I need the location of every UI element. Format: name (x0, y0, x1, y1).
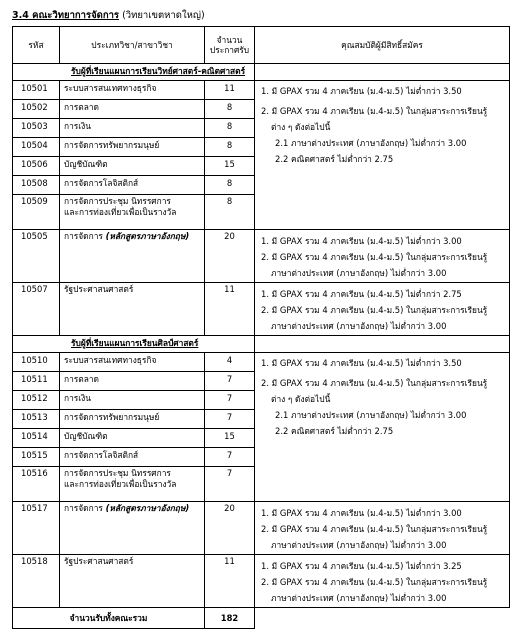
qualification-cell-science: 1. มี GPAX รวม 4 ภาคเรียน (ม.4-ม.5) ไม่ต่ำกว่า 3.50 2. มี GPAX รวม 4 ภาคเรียน (ม.4-ม.5) ในกลุ่มสาระการเรียนรู้ ต่าง ๆ ดังต่อไปนี้ 2.1 ภาษาต่างประเทศ (ภาษาอังกฤษ) ไม่ต่ำกว่า 3.00 2.2 คณิตศาสตร์ ไม่ต่ำกว่า 2.75 (255, 81, 510, 230)
section-label-arts: รับผู้ที่เรียนแผนการเรียนศิลป์ศาสตร์ (13, 336, 255, 353)
table-row: 10505 การจัดการ (หลักสูตรภาษาอังกฤษ) 20 1. มี GPAX รวม 4 ภาคเรียน (ม.4-ม.5) ไม่ต่ำกว่า 3.00 2. มี GPAX รวม 4 ภาคเรียน (ม.4-ม.5) ในกลุ่มสาระการเรียนรู้ ภาษาต่างประเทศ (ภาษาอังกฤษ) ไม่ต่ำกว่า 3.00 (13, 230, 510, 283)
header-program: ประเภทวิชา/สาขาวิชา (60, 27, 205, 64)
table-row: 10504 การจัดการทรัพยากรมนุษย์ 8 (13, 138, 510, 157)
section-label-science: รับผู้ที่เรียนแผนการเรียนวิทย์ศาสตร์-คณิตศาสตร์ (13, 64, 255, 81)
header-seats: จำนวน ประกาศรับ (205, 27, 255, 64)
table-row: 10516 การจัดการประชุม นิทรรศการ และการท่องเที่ยวเพื่อเป็นรางวัล 7 (13, 467, 510, 502)
qualification-cell-arts: 1. มี GPAX รวม 4 ภาคเรียน (ม.4-ม.5) ไม่ต่ำกว่า 3.50 2. มี GPAX รวม 4 ภาคเรียน (ม.4-ม.5) ในกลุ่มสาระการเรียนรู้ ต่าง ๆ ดังต่อไปนี้ 2.1 ภาษาต่างประเทศ (ภาษาอังกฤษ) ไม่ต่ำกว่า 3.00 2.2 คณิตศาสตร์ ไม่ต่ำกว่า 2.75 (255, 353, 510, 502)
table-row: 10510 ระบบสารสนเทศทางธุรกิจ 4 1. มี GPAX รวม 4 ภาคเรียน (ม.4-ม.5) ไม่ต่ำกว่า 3.50 2. มี GPAX รวม 4 ภาคเรียน (ม.4-ม.5) ในกลุ่มสาระการเรียนรู้ ต่าง ๆ ดังต่อไปนี้ 2.1 ภาษาต่างประเทศ (ภาษาอังกฤษ) ไม่ต่ำกว่า 3.00 2.2 คณิตศาสตร์ ไม่ต่ำกว่า 2.75 (13, 353, 510, 372)
table-row: 10514 บัญชีบัณฑิต 15 (13, 429, 510, 448)
table-row: 10508 การจัดการโลจิสติกส์ 8 (13, 176, 510, 195)
total-value: 182 (205, 608, 255, 629)
section-row-arts (13, 336, 510, 353)
table-row: 10518 รัฐประศาสนศาสตร์ 11 1. มี GPAX รวม 4 ภาคเรียน (ม.4-ม.5) ไม่ต่ำกว่า 3.25 2. มี GPAX รวม 4 ภาคเรียน (ม.4-ม.5) ในกลุ่มสาระการเรียนรู้ ภาษาต่างประเทศ (ภาษาอังกฤษ) ไม่ต่ำกว่า 3.00 (13, 555, 510, 608)
table-row: 10513 การจัดการทรัพยากรมนุษย์ 7 (13, 410, 510, 429)
section-row-science (13, 64, 510, 81)
faculty-heading: 3.4 คณะวิทยาการจัดการ (12, 10, 120, 21)
total-row (13, 608, 510, 629)
section-title (12, 8, 205, 23)
table-header-row (13, 27, 510, 64)
table-row: 10507 รัฐประศาสนศาสตร์ 11 1. มี GPAX รวม 4 ภาคเรียน (ม.4-ม.5) ไม่ต่ำกว่า 2.75 2. มี GPAX รวม 4 ภาคเรียน (ม.4-ม.5) ในกลุ่มสาระการเรียนรู้ ภาษาต่างประเทศ (ภาษาอังกฤษ) ไม่ต่ำกว่า 3.00 (13, 283, 510, 336)
table-row: 10503 การเงิน 8 (13, 119, 510, 138)
table-row: 10511 การตลาด 7 (13, 372, 510, 391)
header-qualification: คุณสมบัติผู้มีสิทธิ์สมัคร (255, 27, 510, 64)
table-row: 10506 บัญชีบัณฑิต 15 (13, 157, 510, 176)
table-row: 10512 การเงิน 7 (13, 391, 510, 410)
campus-label: (วิทยาเขตหาดใหญ่) (122, 10, 205, 21)
table-row: 10501 ระบบสารสนเทศทางธุรกิจ 11 1. มี GPAX รวม 4 ภาคเรียน (ม.4-ม.5) ไม่ต่ำกว่า 3.50 2. มี GPAX รวม 4 ภาคเรียน (ม.4-ม.5) ในกลุ่มสาระการเรียนรู้ ต่าง ๆ ดังต่อไปนี้ 2.1 ภาษาต่างประเทศ (ภาษาอังกฤษ) ไม่ต่ำกว่า 3.00 2.2 คณิตศาสตร์ ไม่ต่ำกว่า 2.75 (13, 81, 510, 100)
total-label: จำนวนรับทั้งคณะรวม (13, 608, 205, 629)
table-row: 10509 การจัดการประชุม นิทรรศการ และการท่องเที่ยวเพื่อเป็นรางวัล 8 (13, 195, 510, 230)
english-program-note: (หลักสูตรภาษาอังกฤษ) (105, 231, 190, 241)
table-row: 10517 การจัดการ (หลักสูตรภาษาอังกฤษ) 20 1. มี GPAX รวม 4 ภาคเรียน (ม.4-ม.5) ไม่ต่ำกว่า 3.00 2. มี GPAX รวม 4 ภาคเรียน (ม.4-ม.5) ในกลุ่มสาระการเรียนรู้ ภาษาต่างประเทศ (ภาษาอังกฤษ) ไม่ต่ำกว่า 3.00 (13, 502, 510, 555)
header-code: รหัส (13, 27, 60, 64)
table-row: 10515 การจัดการโลจิสติกส์ 7 (13, 448, 510, 467)
english-program-note: (หลักสูตรภาษาอังกฤษ) (105, 503, 190, 513)
table-row: 10502 การตลาด 8 (13, 100, 510, 119)
admission-table (12, 26, 510, 629)
